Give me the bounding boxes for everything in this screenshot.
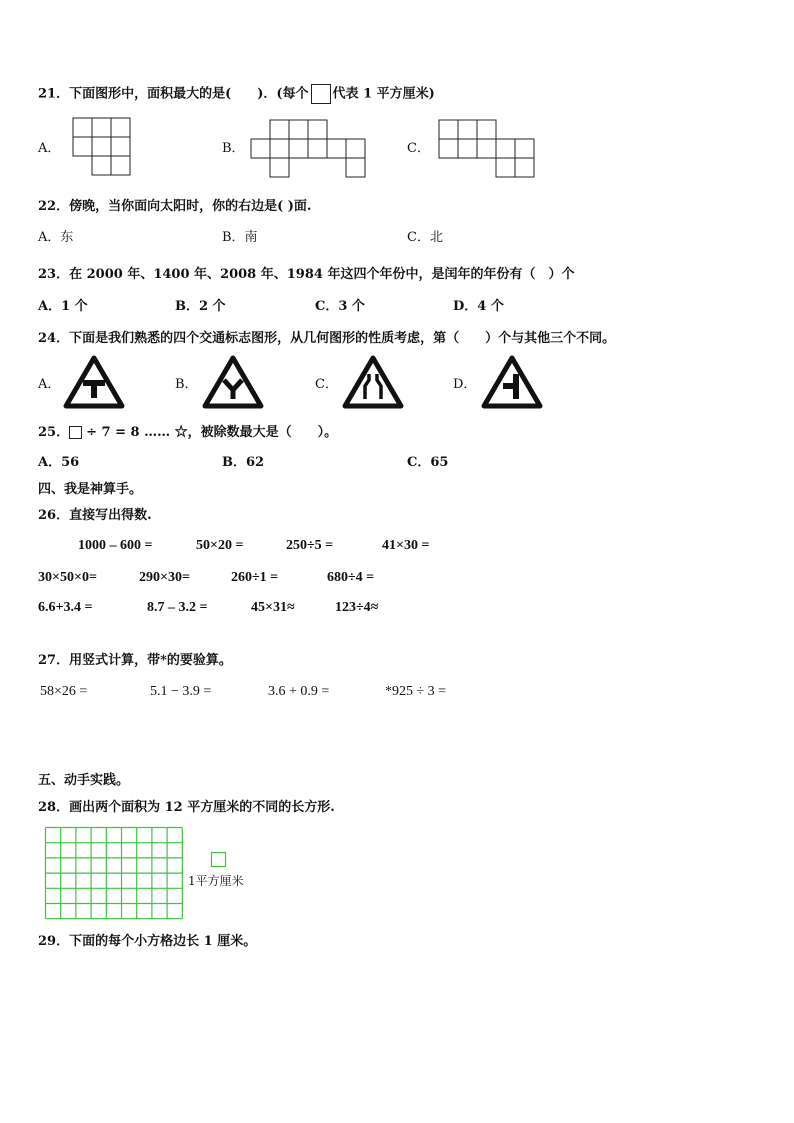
section-4-heading: 四、我是神算手。 [38,482,143,497]
q22-option-c: C．北 [407,230,443,245]
q22-stem: 22．傍晚，当你面向太阳时，你的右边是( )面. [38,199,312,214]
unit-square-legend-icon [211,852,227,868]
q21-figure-b [251,120,366,178]
q26-r2-4: 680÷4 = [327,570,375,585]
q24-option-b: B． [175,377,198,392]
unit-square-icon [311,84,331,104]
q23-option-b: B．2 个 [175,299,226,314]
q27-item-4: *925 ÷ 3 = [385,684,447,699]
q25-option-b: B．62 [222,455,265,470]
q26-r1-3: 250÷5 = [286,538,334,553]
q27-item-1: 58×26 = [40,684,88,699]
q24-option-c: C． [315,377,338,392]
q21-option-c: C． [407,141,430,156]
q22-option-b: B．南 [222,230,258,245]
q26-r3-3: 45×31≈ [251,600,295,615]
q27-item-2: 5.1 − 3.9 = [150,684,212,699]
q21-figure-a [73,118,131,176]
q21-stem: 21．下面图形中，面积最大的是( )．(每个 代表 1 平方厘米) [38,84,435,104]
q23-stem: 23．在 2000 年、1400 年、2008 年、1984 年这四个年份中，是闰年的年份有（ ）个 [38,267,575,282]
q23-option-d: D．4 个 [453,299,504,314]
blank-square-icon [69,426,82,439]
q26-stem: 26．直接写出得数. [38,508,152,523]
q27-stem: 27．用竖式计算，带*的要验算。 [38,653,232,668]
q26-r2-2: 290×30= [139,570,190,585]
q25-stem: 25． ÷ 7 = 8 …… ☆，被除数最大是（ ）。 [38,425,338,440]
traffic-sign-road-narrows-icon [343,356,403,408]
section-5-heading: 五、动手实践。 [38,773,130,788]
q26-r2-1: 30×50×0= [38,570,97,585]
q26-r3-4: 123÷4≈ [335,600,379,615]
traffic-sign-t-junction-icon [64,356,124,408]
q24-stem: 24．下面是我们熟悉的四个交通标志图形，从几何图形的性质考虑，第（ ）个与其他三个不同。 [38,331,616,346]
traffic-sign-y-junction-icon [203,356,263,408]
q24-option-a: A． [38,377,61,392]
q23-option-c: C．3 个 [315,299,365,314]
q27-item-3: 3.6 + 0.9 = [268,684,330,699]
q22-option-a: A．东 [38,230,74,245]
q26-r3-2: 8.7 – 3.2 = [147,600,208,615]
drawing-grid [45,827,183,920]
q26-r1-4: 41×30 = [382,538,430,553]
q26-r1-1: 1000 – 600 = [78,538,153,553]
q26-r2-3: 260÷1 = [231,570,279,585]
traffic-sign-side-junction-icon [482,356,542,408]
q24-option-d: D． [453,377,477,392]
q21-option-a: A． [38,141,61,156]
q25-option-c: C．65 [407,455,449,470]
q25-option-a: A．56 [38,455,80,470]
q28-stem: 28．画出两个面积为 12 平方厘米的不同的长方形. [38,800,335,815]
unit-square-legend-label: 1平方厘米 [188,874,244,888]
q26-r1-2: 50×20 = [196,538,244,553]
q26-r3-1: 6.6+3.4 = [38,600,93,615]
q21-figure-c [439,120,535,178]
q29-stem: 29．下面的每个小方格边长 1 厘米。 [38,934,257,949]
q23-option-a: A．1 个 [38,299,88,314]
q21-option-b: B． [222,141,245,156]
